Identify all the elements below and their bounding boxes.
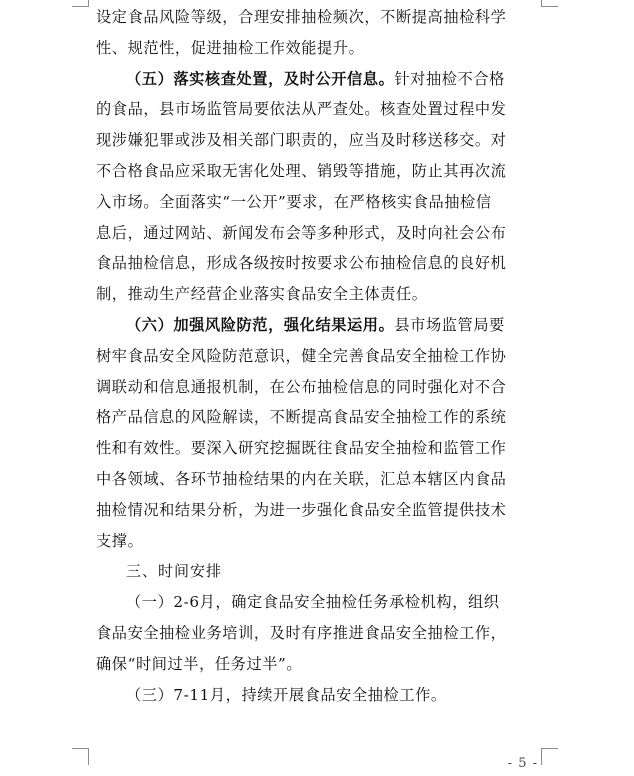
text-line: 性、规范性，促进抽检工作效能提升。 — [96, 38, 365, 57]
text-line: 支撑。 — [96, 531, 144, 550]
section-6-title: （六）加强风险防范，强化结果运用。 — [126, 315, 395, 334]
text-line — [96, 310, 538, 341]
paragraph-schedule-1 — [96, 587, 538, 679]
page-number: - 5 - — [507, 756, 538, 771]
paragraph-section-6 — [96, 310, 538, 556]
crop-mark-top-left — [72, 0, 89, 7]
section-5-first-line-rest: 针对抽检不合格 — [394, 69, 505, 88]
text-line: 不合格食品应采取无害化处理、销毁等措施，防止其再次流 — [96, 161, 507, 180]
text-line: 息后，通过网站、新闻发布会等多种形式，及时向社会公布 — [96, 223, 507, 242]
text-line: 制，推动生产经营企业落实食品安全主体责任。 — [96, 285, 428, 304]
paragraph-risk-grading — [96, 2, 538, 64]
text-line: 食品抽检信息，形成各级按时按要求公布抽检信息的良好机 — [96, 254, 507, 273]
section-heading-schedule: 三、时间安排 — [126, 562, 223, 581]
text-line: 性和有效性。要深入研究挖掘既往食品安全抽检和监管工作 — [96, 439, 507, 458]
section-6-first-line-rest: 县市场监管局要 — [394, 315, 505, 334]
text-line — [96, 64, 538, 95]
paragraph-schedule-3 — [96, 680, 538, 711]
text-line: 设定食品风险等级，合理安排抽检频次，不断提高抽检科学 — [96, 8, 507, 26]
text-line: 格产品信息的风险解读，不断提高食品安全抽检工作的系统 — [96, 408, 507, 427]
text-line: （一）2-6月，确定食品安全抽检任务承检机构，组织 — [126, 593, 500, 612]
text-line: 抽检情况和结果分析，为进一步强化食品安全监管提供技术 — [96, 500, 507, 519]
text-line: 中各领域、各环节抽检结果的内在关联，汇总本辖区内食品 — [96, 469, 507, 488]
text-line: 的食品，县市场监管局要依法从严查处。核查处置过程中发 — [96, 100, 507, 119]
text-line: 确保“时间过半，任务过半”。 — [96, 654, 303, 673]
text-line: 调联动和信息通报机制，在公布抽检信息的同时强化对不合 — [96, 377, 507, 396]
text-line: 树牢食品安全风险防范意识，健全完善食品安全抽检工作协 — [96, 346, 507, 365]
crop-mark-top-right — [541, 0, 558, 7]
text-line: 食品安全抽检业务培训，及时有序推进食品安全抽检工作， — [96, 623, 507, 642]
section-5-title: （五）落实核查处置，及时公开信息。 — [126, 69, 395, 88]
text-line: （三）7-11月，持续开展食品安全抽检工作。 — [126, 685, 447, 704]
text-line: 入市场。全面落实“一公开”要求，在严格核实食品抽检信 — [96, 192, 492, 211]
paragraph-section-5 — [96, 64, 538, 310]
text-line: 现涉嫌犯罪或涉及相关部门职责的，应当及时移送移交。对 — [96, 131, 507, 150]
document-body — [96, 2, 538, 710]
